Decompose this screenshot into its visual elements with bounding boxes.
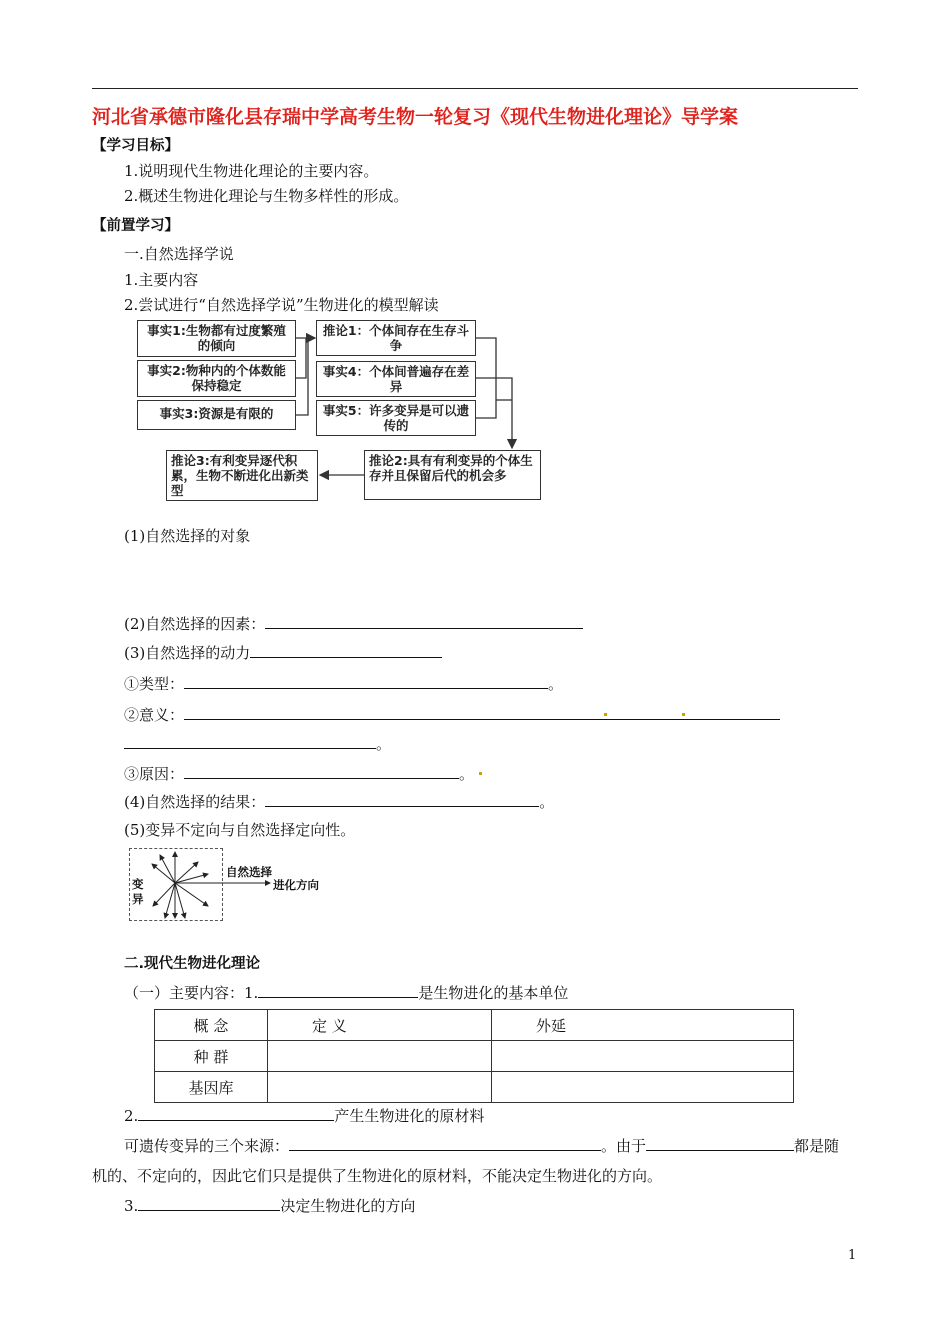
modern-item-3-label: 3. bbox=[124, 1197, 139, 1215]
because-blank[interactable] bbox=[646, 1136, 794, 1151]
goals-heading: 【学习目标】 bbox=[92, 138, 179, 154]
sources-label: 可遗传变异的三个来源： bbox=[124, 1137, 290, 1155]
table-cell-blank[interactable] bbox=[268, 1041, 492, 1072]
sources-because: 。由于 bbox=[601, 1137, 647, 1155]
fact-2-box: 事实2:物种内的个体数能保持稳定 bbox=[137, 360, 296, 397]
fact-3-box: 事实3:资源是有限的 bbox=[137, 400, 296, 430]
goal-item-2: 2.概述生物进化理论与生物多样性的形成。 bbox=[124, 187, 409, 205]
label-variation-2: 异 bbox=[132, 892, 144, 906]
fact-4-box: 事实4：个体间普遍存在差异 bbox=[316, 361, 476, 397]
question-4-end: 。 bbox=[539, 793, 555, 811]
modern-item-2-tail: 产生生物进化的原材料 bbox=[334, 1107, 485, 1125]
modern-item-2-blank[interactable] bbox=[138, 1106, 334, 1121]
modern-sources-line bbox=[124, 1136, 839, 1156]
section-1-heading: 一.自然选择学说 bbox=[124, 245, 234, 263]
document-title: 河北省承德市隆化县存瑞中学高考生物一轮复习《现代生物进化理论》导学案 bbox=[92, 106, 739, 128]
question-3-label: (3)自然选择的动力 bbox=[124, 644, 251, 662]
fact-1-box: 事实1:生物都有过度繁殖的倾向 bbox=[137, 320, 296, 357]
modern-intro-tail: 是生物进化的基本单位 bbox=[418, 984, 569, 1002]
inference-1-box: 推论1：个体间存在生存斗争 bbox=[316, 320, 476, 356]
fact-5-box: 事实5：许多变异是可以遗传的 bbox=[316, 400, 476, 436]
question-4-label: (4)自然选择的结果： bbox=[124, 793, 266, 811]
modern-item-3-tail: 决定生物进化的方向 bbox=[280, 1197, 416, 1215]
page-number: 1 bbox=[848, 1248, 857, 1263]
label-natural-selection: 自然选择 bbox=[226, 865, 272, 879]
table-header-extension: 外延 bbox=[492, 1010, 794, 1041]
label-evolution-direction: 进化方向 bbox=[273, 878, 319, 892]
section-2-heading: 二.现代生物进化理论 bbox=[124, 956, 261, 972]
modern-item-3-blank[interactable] bbox=[138, 1196, 280, 1211]
modern-sources-continued: 机的、不定向的，因此它们只是提供了生物进化的原材料，不能决定生物进化的方向。 bbox=[92, 1167, 663, 1185]
table-header-definition: 定 义 bbox=[268, 1010, 492, 1041]
table-cell-blank[interactable] bbox=[492, 1072, 794, 1103]
modern-intro bbox=[124, 983, 568, 1003]
question-3b-end: 。 bbox=[376, 735, 392, 753]
question-2-label: (2)自然选择的因素： bbox=[124, 615, 266, 633]
concept-table bbox=[154, 1009, 794, 1103]
modern-item-3 bbox=[124, 1196, 415, 1216]
table-header-concept: 概 念 bbox=[155, 1010, 268, 1041]
table-cell-blank[interactable] bbox=[268, 1072, 492, 1103]
question-1: (1)自然选择的对象 bbox=[124, 527, 251, 545]
inference-3-box: 推论3:有利变异逐代积累，生物不断进化出新类型 bbox=[166, 450, 318, 501]
question-3c-end: 。 bbox=[459, 765, 475, 783]
inference-2-box: 推论2:具有有利变异的个体生存并且保留后代的机会多 bbox=[364, 450, 541, 500]
question-3c-label: ③原因： bbox=[124, 765, 185, 783]
modern-item-2-label: 2. bbox=[124, 1107, 139, 1125]
question-3a-end: 。 bbox=[548, 675, 564, 693]
question-5: (5)变异不定向与自然选择定向性。 bbox=[124, 821, 356, 839]
question-3b-label: ②意义： bbox=[124, 706, 185, 724]
section-1-item-2: 2.尝试进行“自然选择学说”生物进化的模型解读 bbox=[124, 296, 439, 314]
table-cell-blank[interactable] bbox=[492, 1041, 794, 1072]
modern-item-2 bbox=[124, 1106, 484, 1126]
label-variation-1: 变 bbox=[132, 877, 144, 891]
sources-blank[interactable] bbox=[289, 1136, 601, 1151]
sources-tail: 都是随 bbox=[794, 1137, 840, 1155]
goal-item-1: 1.说明现代生物进化理论的主要内容。 bbox=[124, 162, 379, 180]
table-row-gene-pool: 基因库 bbox=[155, 1072, 268, 1103]
modern-intro-label: （一）主要内容：1. bbox=[124, 984, 259, 1002]
table-row-population: 种 群 bbox=[155, 1041, 268, 1072]
modern-intro-blank[interactable] bbox=[258, 983, 418, 998]
section-1-item-1: 1.主要内容 bbox=[124, 271, 199, 289]
question-3a-label: ①类型： bbox=[124, 675, 185, 693]
pre-heading: 【前置学习】 bbox=[92, 218, 179, 234]
